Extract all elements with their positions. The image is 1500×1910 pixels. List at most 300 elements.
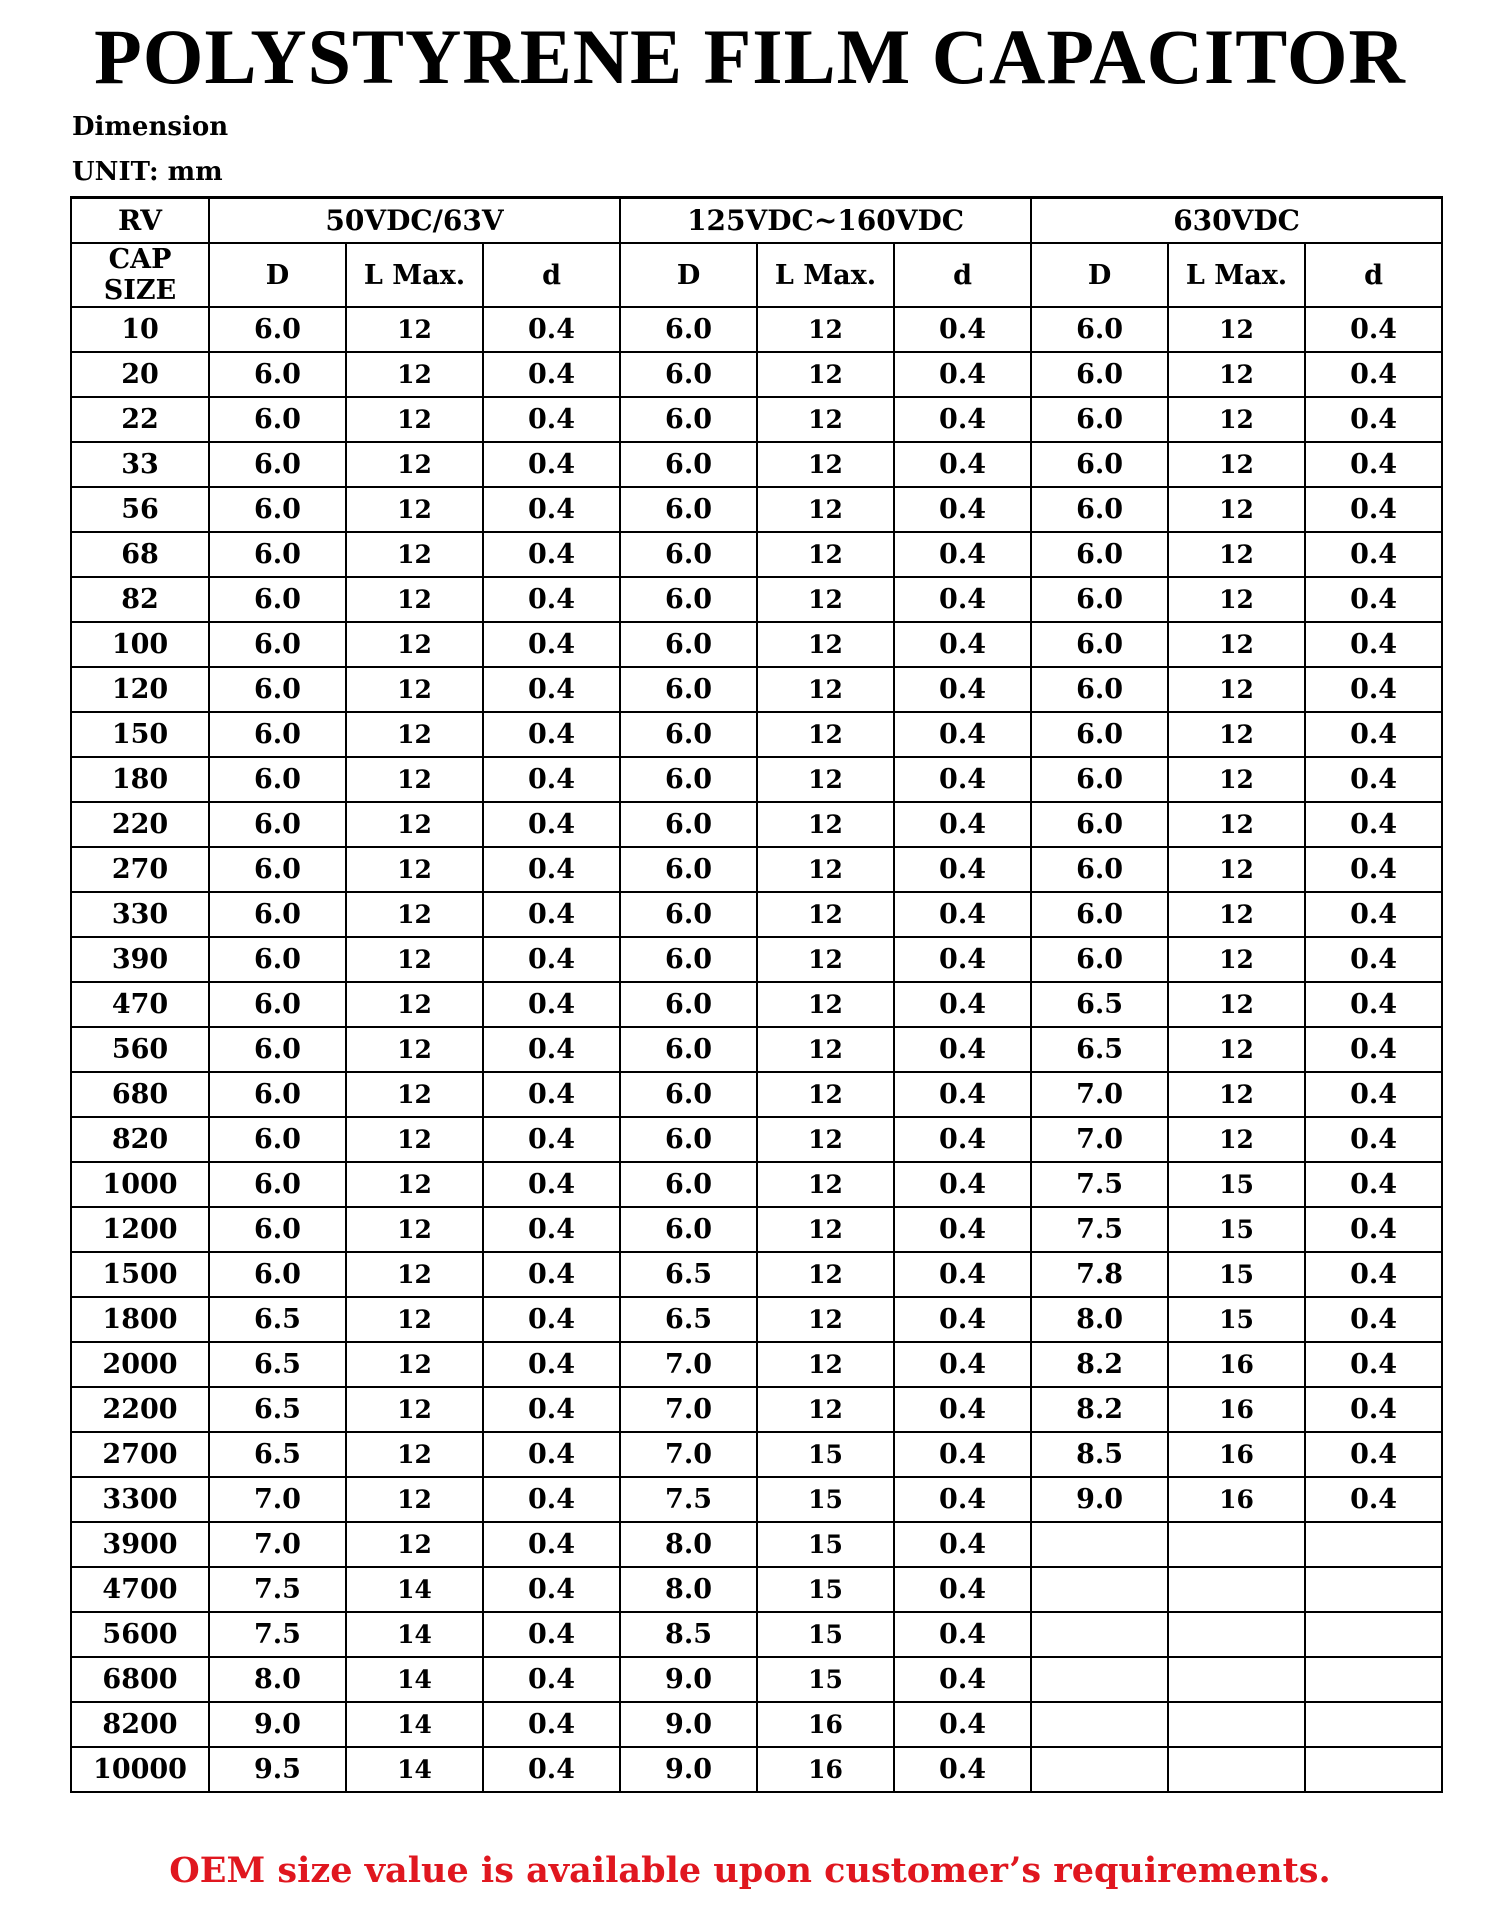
lead-diameter-cell: 0.4 — [894, 352, 1031, 397]
lead-diameter-cell: 0.4 — [1305, 937, 1442, 982]
page-title: POLYSTYRENE FILM CAPACITOR — [94, 13, 1406, 100]
diameter-cell: 6.0 — [209, 1252, 346, 1297]
lead-diameter-cell: 0.4 — [483, 1117, 620, 1162]
diameter-cell: 9.0 — [1031, 1477, 1168, 1522]
length-max-cell: 12 — [757, 532, 894, 577]
lead-diameter-cell: 0.4 — [483, 1567, 620, 1612]
diameter-cell: 6.0 — [209, 802, 346, 847]
length-max-cell: 12 — [1168, 892, 1305, 937]
diameter-cell: 6.0 — [620, 1207, 757, 1252]
diameter-cell: 6.0 — [620, 442, 757, 487]
cap-size-cell: 2700 — [71, 1432, 209, 1477]
cap-size-cell: 270 — [71, 847, 209, 892]
lead-diameter-cell: 0.4 — [483, 442, 620, 487]
lead-diameter-cell: 0.4 — [483, 892, 620, 937]
length-max-cell: 12 — [346, 757, 483, 802]
lead-diameter-cell: 0.4 — [1305, 1432, 1442, 1477]
cap-size-cell: 680 — [71, 1072, 209, 1117]
length-max-cell: 12 — [757, 847, 894, 892]
lead-diameter-cell: 0.4 — [894, 1567, 1031, 1612]
diameter-cell: 6.0 — [209, 712, 346, 757]
length-max-cell: 12 — [1168, 487, 1305, 532]
diameter-cell: 8.0 — [620, 1522, 757, 1567]
length-max-cell: 12 — [757, 442, 894, 487]
cap-size-cell: 10000 — [71, 1747, 209, 1792]
diameter-cell: 6.0 — [1031, 577, 1168, 622]
diameter-cell: 6.5 — [1031, 1027, 1168, 1072]
length-max-cell: 12 — [346, 1522, 483, 1567]
diameter-cell: 6.0 — [209, 667, 346, 712]
diameter-cell: 6.0 — [209, 1072, 346, 1117]
length-max-cell: 12 — [1168, 307, 1305, 352]
length-max-cell: 15 — [757, 1657, 894, 1702]
cap-size-cell: 56 — [71, 487, 209, 532]
length-max-cell: 12 — [346, 1342, 483, 1387]
length-max-cell: 12 — [757, 1207, 894, 1252]
lead-diameter-cell: 0.4 — [483, 1702, 620, 1747]
length-max-cell: 15 — [757, 1432, 894, 1477]
unit-label: UNIT: mm — [72, 157, 223, 187]
lead-diameter-cell: 0.4 — [483, 1027, 620, 1072]
length-max-cell: 12 — [1168, 757, 1305, 802]
cap-size-cell: 390 — [71, 937, 209, 982]
diameter-cell: 6.0 — [209, 892, 346, 937]
diameter-cell: 6.0 — [620, 397, 757, 442]
length-max-cell: 12 — [757, 1252, 894, 1297]
table-row — [71, 1477, 1442, 1522]
cap-size-cell: 150 — [71, 712, 209, 757]
length-max-cell: 12 — [757, 802, 894, 847]
diameter-cell: 9.0 — [620, 1702, 757, 1747]
lead-diameter-cell: 0.4 — [1305, 667, 1442, 712]
length-max-cell: 16 — [1168, 1432, 1305, 1477]
lead-diameter-cell: 0.4 — [894, 1387, 1031, 1432]
table-row — [71, 1567, 1442, 1612]
length-max-cell: 15 — [757, 1567, 894, 1612]
length-max-cell: 12 — [346, 1117, 483, 1162]
table-row — [71, 1072, 1442, 1117]
length-max-cell: 12 — [346, 1072, 483, 1117]
length-max-cell: 15 — [757, 1522, 894, 1567]
lead-diameter-cell: 0.4 — [1305, 1162, 1442, 1207]
lead-diameter-cell: 0.4 — [894, 802, 1031, 847]
length-max-cell: 12 — [346, 1477, 483, 1522]
length-max-cell: 12 — [1168, 1027, 1305, 1072]
table-body — [71, 307, 1442, 1792]
length-max-cell: 12 — [346, 802, 483, 847]
lead-diameter-cell: 0.4 — [1305, 1297, 1442, 1342]
lead-diameter-cell: 0.4 — [894, 1342, 1031, 1387]
diameter-cell: 6.5 — [209, 1387, 346, 1432]
diameter-cell: 6.0 — [209, 847, 346, 892]
length-max-cell: 12 — [346, 1027, 483, 1072]
diameter-cell: 7.0 — [1031, 1117, 1168, 1162]
lead-diameter-cell: 0.4 — [1305, 442, 1442, 487]
length-max-cell: 12 — [757, 622, 894, 667]
table-row — [71, 1297, 1442, 1342]
lead-diameter-cell: 0.4 — [483, 622, 620, 667]
table-row — [71, 1747, 1442, 1792]
diameter-cell: 6.0 — [209, 1117, 346, 1162]
lead-diameter-cell: 0.4 — [1305, 1342, 1442, 1387]
lead-diameter-cell: 0.4 — [1305, 757, 1442, 802]
length-max-cell: 12 — [757, 1342, 894, 1387]
lead-diameter-cell: 0.4 — [1305, 847, 1442, 892]
cap-size-header: CAP SIZE — [71, 243, 209, 307]
diameter-cell: 6.0 — [1031, 307, 1168, 352]
table-row — [71, 802, 1442, 847]
table-row — [71, 1657, 1442, 1702]
lead-diameter-cell: 0.4 — [894, 532, 1031, 577]
length-max-cell: 12 — [1168, 1117, 1305, 1162]
diameter-cell: 8.2 — [1031, 1387, 1168, 1432]
lead-diameter-cell: 0.4 — [894, 982, 1031, 1027]
table-row — [71, 487, 1442, 532]
header-row-dimensions — [71, 243, 1442, 307]
diameter-cell: 6.0 — [209, 442, 346, 487]
diameter-cell: 7.5 — [620, 1477, 757, 1522]
cap-size-cell: 68 — [71, 532, 209, 577]
length-max-cell: 12 — [757, 1027, 894, 1072]
diameter-cell: 6.0 — [620, 757, 757, 802]
table-row — [71, 892, 1442, 937]
length-max-cell: 12 — [346, 667, 483, 712]
diameter-header: D — [1031, 243, 1168, 307]
lead-diameter-cell — [1305, 1657, 1442, 1702]
cap-size-cell: 33 — [71, 442, 209, 487]
diameter-cell: 9.0 — [209, 1702, 346, 1747]
diameter-cell: 6.5 — [620, 1297, 757, 1342]
table-row — [71, 1702, 1442, 1747]
table-row — [71, 352, 1442, 397]
cap-size-cell: 5600 — [71, 1612, 209, 1657]
diameter-cell: 7.5 — [1031, 1207, 1168, 1252]
length-max-cell: 12 — [1168, 847, 1305, 892]
length-max-cell: 12 — [1168, 712, 1305, 757]
diameter-cell: 6.0 — [620, 1162, 757, 1207]
length-max-cell — [1168, 1522, 1305, 1567]
diameter-cell — [1031, 1747, 1168, 1792]
lead-diameter-cell — [1305, 1747, 1442, 1792]
lead-diameter-cell: 0.4 — [483, 1387, 620, 1432]
diameter-cell: 7.0 — [209, 1522, 346, 1567]
diameter-cell: 6.0 — [209, 1162, 346, 1207]
lead-diameter-cell: 0.4 — [1305, 1072, 1442, 1117]
length-max-cell: 12 — [757, 487, 894, 532]
diameter-cell: 6.0 — [620, 667, 757, 712]
cap-size-cell: 1800 — [71, 1297, 209, 1342]
lead-diameter-cell: 0.4 — [894, 1522, 1031, 1567]
diameter-cell: 8.0 — [209, 1657, 346, 1702]
table-row — [71, 307, 1442, 352]
diameter-cell: 6.0 — [1031, 757, 1168, 802]
diameter-cell — [1031, 1612, 1168, 1657]
diameter-cell: 6.0 — [620, 577, 757, 622]
lead-diameter-cell: 0.4 — [483, 1432, 620, 1477]
lead-diameter-cell: 0.4 — [1305, 397, 1442, 442]
header-row-voltage — [71, 198, 1442, 244]
cap-size-cell: 6800 — [71, 1657, 209, 1702]
lead-diameter-cell: 0.4 — [894, 1297, 1031, 1342]
lead-diameter-cell: 0.4 — [1305, 352, 1442, 397]
length-max-cell: 14 — [346, 1612, 483, 1657]
length-max-cell: 12 — [346, 892, 483, 937]
diameter-cell: 6.0 — [209, 1207, 346, 1252]
lead-diameter-cell — [1305, 1612, 1442, 1657]
diameter-cell: 6.0 — [620, 937, 757, 982]
cap-size-cell: 1500 — [71, 1252, 209, 1297]
lead-diameter-cell: 0.4 — [1305, 577, 1442, 622]
diameter-cell: 6.0 — [1031, 487, 1168, 532]
diameter-cell: 6.0 — [209, 982, 346, 1027]
diameter-cell: 6.0 — [1031, 397, 1168, 442]
voltage-group-header: 630VDC — [1031, 198, 1442, 244]
lead-diameter-header: d — [894, 243, 1031, 307]
diameter-cell: 6.0 — [620, 1117, 757, 1162]
lead-diameter-cell: 0.4 — [894, 1477, 1031, 1522]
diameter-cell: 6.0 — [209, 487, 346, 532]
table-row — [71, 1432, 1442, 1477]
lead-diameter-header: d — [483, 243, 620, 307]
table-row — [71, 442, 1442, 487]
diameter-cell: 9.0 — [620, 1747, 757, 1792]
cap-size-cell: 1000 — [71, 1162, 209, 1207]
lead-diameter-cell: 0.4 — [894, 1432, 1031, 1477]
lead-diameter-cell: 0.4 — [483, 307, 620, 352]
lead-diameter-cell: 0.4 — [894, 307, 1031, 352]
lead-diameter-cell: 0.4 — [483, 577, 620, 622]
lead-diameter-cell: 0.4 — [894, 712, 1031, 757]
diameter-cell: 7.0 — [620, 1342, 757, 1387]
lead-diameter-cell: 0.4 — [1305, 1027, 1442, 1072]
diameter-cell: 6.0 — [620, 847, 757, 892]
lead-diameter-cell: 0.4 — [483, 532, 620, 577]
lead-diameter-cell: 0.4 — [894, 1117, 1031, 1162]
length-max-cell: 12 — [757, 307, 894, 352]
length-max-cell: 12 — [757, 1297, 894, 1342]
diameter-cell: 6.0 — [209, 397, 346, 442]
lead-diameter-cell: 0.4 — [894, 1072, 1031, 1117]
diameter-cell: 6.0 — [620, 1027, 757, 1072]
lead-diameter-cell: 0.4 — [483, 487, 620, 532]
lead-diameter-cell: 0.4 — [483, 1072, 620, 1117]
cap-size-cell: 330 — [71, 892, 209, 937]
length-max-cell: 12 — [1168, 622, 1305, 667]
lead-diameter-cell: 0.4 — [483, 1297, 620, 1342]
diameter-cell: 6.0 — [209, 757, 346, 802]
lead-diameter-cell: 0.4 — [483, 1747, 620, 1792]
diameter-cell: 6.5 — [620, 1252, 757, 1297]
length-max-cell: 12 — [346, 712, 483, 757]
dimension-label: Dimension — [72, 112, 229, 142]
length-max-cell — [1168, 1702, 1305, 1747]
diameter-cell: 7.0 — [620, 1432, 757, 1477]
lead-diameter-cell: 0.4 — [483, 712, 620, 757]
length-max-header: L Max. — [346, 243, 483, 307]
length-max-cell: 12 — [346, 1252, 483, 1297]
lead-diameter-cell: 0.4 — [1305, 307, 1442, 352]
lead-diameter-cell: 0.4 — [894, 442, 1031, 487]
table-row — [71, 937, 1442, 982]
length-max-cell: 12 — [346, 397, 483, 442]
table-row — [71, 1252, 1442, 1297]
length-max-cell: 15 — [1168, 1207, 1305, 1252]
lead-diameter-header: d — [1305, 243, 1442, 307]
table-row — [71, 1027, 1442, 1072]
lead-diameter-cell: 0.4 — [483, 1162, 620, 1207]
length-max-cell: 12 — [1168, 667, 1305, 712]
table-row — [71, 1342, 1442, 1387]
lead-diameter-cell: 0.4 — [894, 1252, 1031, 1297]
table-row — [71, 1612, 1442, 1657]
diameter-cell: 6.0 — [1031, 892, 1168, 937]
cap-size-cell: 22 — [71, 397, 209, 442]
length-max-cell: 14 — [346, 1657, 483, 1702]
diameter-cell: 7.8 — [1031, 1252, 1168, 1297]
length-max-cell: 15 — [1168, 1162, 1305, 1207]
voltage-group-header: 125VDC~160VDC — [620, 198, 1031, 244]
diameter-cell: 8.5 — [620, 1612, 757, 1657]
diameter-cell: 6.0 — [1031, 667, 1168, 712]
table-row — [71, 1207, 1442, 1252]
cap-size-cell: 10 — [71, 307, 209, 352]
length-max-cell: 12 — [346, 937, 483, 982]
length-max-cell: 12 — [346, 307, 483, 352]
lead-diameter-cell — [1305, 1567, 1442, 1612]
cap-size-cell: 2000 — [71, 1342, 209, 1387]
diameter-cell: 6.0 — [1031, 442, 1168, 487]
length-max-cell: 14 — [346, 1747, 483, 1792]
diameter-cell: 6.0 — [1031, 802, 1168, 847]
table-row — [71, 667, 1442, 712]
table-row — [71, 622, 1442, 667]
length-max-cell: 12 — [346, 1297, 483, 1342]
diameter-cell — [1031, 1522, 1168, 1567]
oem-note: OEM size value is available upon customer’s requirements. — [169, 1850, 1331, 1891]
diameter-cell: 6.0 — [1031, 532, 1168, 577]
length-max-cell: 14 — [346, 1702, 483, 1747]
lead-diameter-cell: 0.4 — [1305, 1207, 1442, 1252]
diameter-cell: 6.0 — [209, 577, 346, 622]
table-row — [71, 847, 1442, 892]
lead-diameter-cell — [1305, 1702, 1442, 1747]
length-max-cell: 14 — [346, 1567, 483, 1612]
diameter-cell: 8.2 — [1031, 1342, 1168, 1387]
length-max-cell: 12 — [1168, 532, 1305, 577]
lead-diameter-cell: 0.4 — [483, 1252, 620, 1297]
table-row — [71, 397, 1442, 442]
length-max-cell: 12 — [346, 532, 483, 577]
lead-diameter-cell: 0.4 — [483, 352, 620, 397]
length-max-cell: 15 — [1168, 1252, 1305, 1297]
lead-diameter-cell: 0.4 — [894, 937, 1031, 982]
length-max-cell: 12 — [757, 667, 894, 712]
cap-size-cell: 560 — [71, 1027, 209, 1072]
diameter-cell: 6.0 — [209, 1027, 346, 1072]
diameter-cell: 6.5 — [1031, 982, 1168, 1027]
diameter-cell: 6.0 — [209, 307, 346, 352]
lead-diameter-cell: 0.4 — [1305, 982, 1442, 1027]
cap-size-cell: 2200 — [71, 1387, 209, 1432]
lead-diameter-cell: 0.4 — [894, 1702, 1031, 1747]
table-row — [71, 577, 1442, 622]
length-max-cell: 16 — [1168, 1342, 1305, 1387]
diameter-cell: 6.0 — [620, 892, 757, 937]
length-max-header: L Max. — [1168, 243, 1305, 307]
diameter-cell: 6.0 — [620, 307, 757, 352]
diameter-cell: 7.0 — [1031, 1072, 1168, 1117]
length-max-cell: 12 — [346, 847, 483, 892]
lead-diameter-cell: 0.4 — [894, 1027, 1031, 1072]
diameter-cell: 6.0 — [1031, 847, 1168, 892]
lead-diameter-cell: 0.4 — [483, 1342, 620, 1387]
lead-diameter-cell: 0.4 — [1305, 532, 1442, 577]
lead-diameter-cell: 0.4 — [483, 1477, 620, 1522]
cap-size-cell: 220 — [71, 802, 209, 847]
diameter-cell: 6.0 — [620, 802, 757, 847]
voltage-group-header: 50VDC/63V — [209, 198, 620, 244]
length-max-cell: 12 — [757, 352, 894, 397]
lead-diameter-cell: 0.4 — [894, 757, 1031, 802]
lead-diameter-cell: 0.4 — [894, 1747, 1031, 1792]
length-max-cell: 12 — [1168, 577, 1305, 622]
lead-diameter-cell: 0.4 — [483, 802, 620, 847]
cap-size-cell: 3300 — [71, 1477, 209, 1522]
length-max-cell — [1168, 1612, 1305, 1657]
length-max-cell — [1168, 1567, 1305, 1612]
lead-diameter-cell — [1305, 1522, 1442, 1567]
length-max-cell: 15 — [757, 1612, 894, 1657]
length-max-cell: 12 — [757, 1072, 894, 1117]
lead-diameter-cell: 0.4 — [1305, 1117, 1442, 1162]
diameter-cell: 6.5 — [209, 1432, 346, 1477]
lead-diameter-cell: 0.4 — [894, 667, 1031, 712]
length-max-cell: 12 — [1168, 397, 1305, 442]
length-max-cell — [1168, 1747, 1305, 1792]
length-max-cell: 12 — [1168, 352, 1305, 397]
length-max-cell: 12 — [346, 982, 483, 1027]
cap-size-cell: 4700 — [71, 1567, 209, 1612]
table-row — [71, 1117, 1442, 1162]
cap-size-cell: 20 — [71, 352, 209, 397]
diameter-header: D — [620, 243, 757, 307]
diameter-cell: 6.5 — [209, 1297, 346, 1342]
length-max-cell: 15 — [1168, 1297, 1305, 1342]
lead-diameter-cell: 0.4 — [894, 622, 1031, 667]
diameter-cell: 8.5 — [1031, 1432, 1168, 1477]
diameter-cell: 6.0 — [620, 982, 757, 1027]
diameter-cell: 6.0 — [620, 487, 757, 532]
diameter-cell: 6.5 — [209, 1342, 346, 1387]
length-max-cell: 12 — [757, 1387, 894, 1432]
lead-diameter-cell: 0.4 — [894, 892, 1031, 937]
length-max-cell: 12 — [757, 712, 894, 757]
diameter-cell: 8.0 — [1031, 1297, 1168, 1342]
length-max-cell: 12 — [1168, 1072, 1305, 1117]
diameter-cell: 6.0 — [620, 352, 757, 397]
length-max-cell: 12 — [346, 1432, 483, 1477]
length-max-cell: 12 — [757, 1162, 894, 1207]
diameter-cell: 6.0 — [1031, 712, 1168, 757]
lead-diameter-cell: 0.4 — [894, 397, 1031, 442]
diameter-cell: 6.0 — [620, 1072, 757, 1117]
cap-size-cell: 100 — [71, 622, 209, 667]
length-max-cell: 12 — [757, 577, 894, 622]
length-max-cell: 16 — [1168, 1477, 1305, 1522]
lead-diameter-cell: 0.4 — [1305, 1477, 1442, 1522]
length-max-cell: 12 — [346, 1387, 483, 1432]
cap-size-cell: 180 — [71, 757, 209, 802]
